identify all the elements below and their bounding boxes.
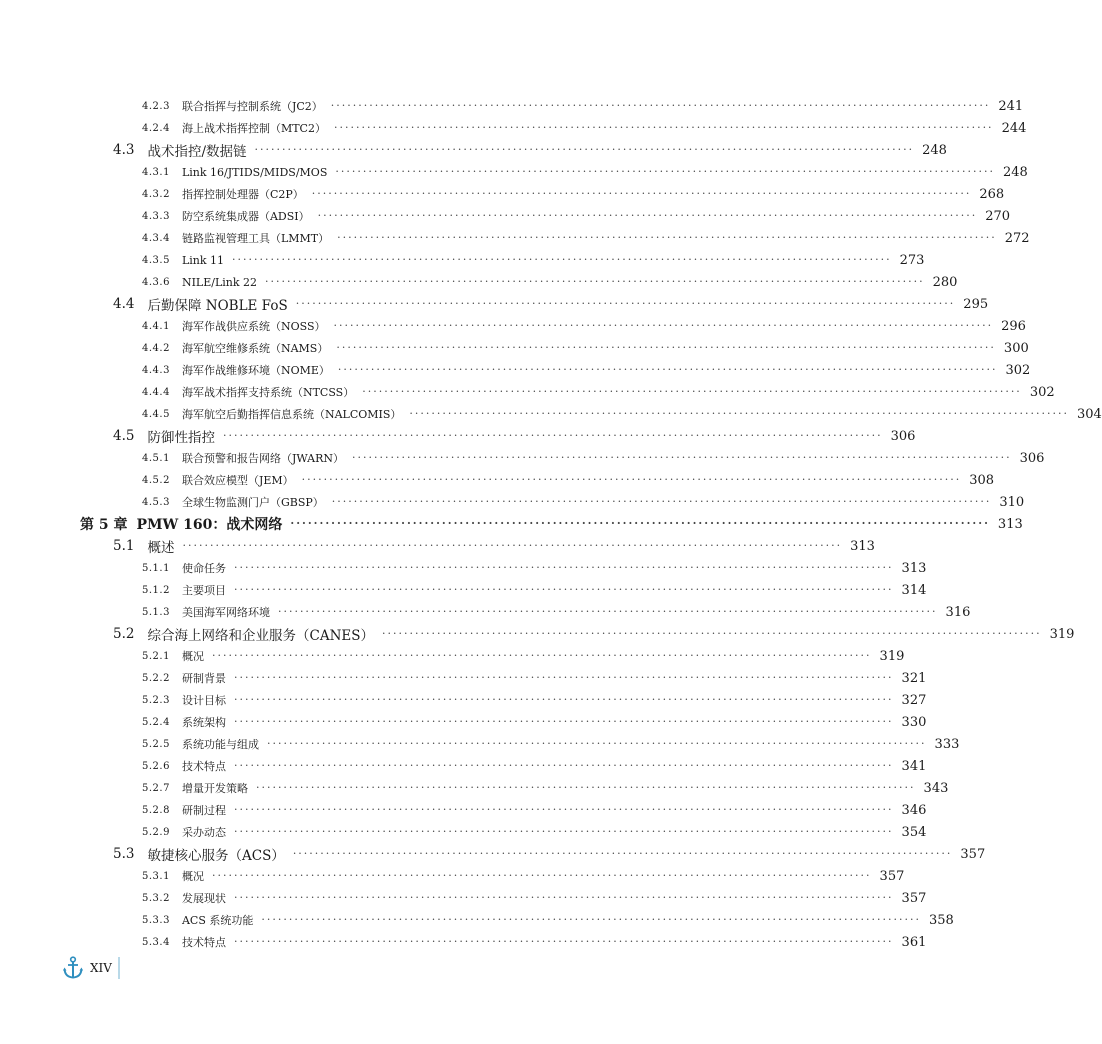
dot-leader: ························································································································ bbox=[211, 869, 872, 882]
entry-page-number: 308 bbox=[969, 472, 995, 488]
entry-number: 4.3.3 bbox=[142, 210, 170, 222]
dot-leader: ························································································································ bbox=[232, 253, 892, 266]
entry-page-number: 248 bbox=[1002, 164, 1028, 180]
toc-entry-chapter[interactable] bbox=[0, 513, 1023, 535]
entry-title: 海军航空后勤指挥信息系统（NALCOMIS） bbox=[181, 408, 402, 421]
entry-title: 联合预警和报告网络（JWARN） bbox=[181, 452, 344, 465]
toc-entry-sub[interactable] bbox=[0, 403, 1102, 425]
entry-title: NILE/Link 22 bbox=[181, 275, 258, 289]
dot-leader: ························································································································ bbox=[311, 187, 972, 200]
entry-page-number: 357 bbox=[901, 890, 927, 906]
entry-title: 设计目标 bbox=[181, 694, 226, 707]
dot-leader: ························································································································ bbox=[336, 341, 996, 354]
entry-title: 全球生物监测门户（GBSP） bbox=[181, 496, 324, 509]
entry-number: 4.4.4 bbox=[142, 386, 170, 398]
entry-number: 4.3.1 bbox=[142, 166, 170, 178]
toc-entry-sub[interactable] bbox=[0, 689, 927, 711]
toc-entry-section[interactable] bbox=[0, 623, 1075, 645]
entry-page-number: 313 bbox=[901, 560, 927, 576]
toc-entry-sub[interactable] bbox=[0, 359, 1031, 381]
entry-title: 采办动态 bbox=[181, 826, 226, 839]
entry-number: 5.1 bbox=[113, 538, 135, 554]
entry-number: 第 5 章 bbox=[80, 517, 128, 533]
entry-title: 敏捷核心服务（ACS） bbox=[147, 848, 285, 864]
entry-page-number: 321 bbox=[901, 670, 927, 686]
entry-title: 系统架构 bbox=[181, 716, 226, 729]
dot-leader: ························································································································ bbox=[337, 363, 998, 376]
entry-title: 综合海上网络和企业服务（CANES） bbox=[147, 628, 374, 644]
entry-page-number: 330 bbox=[901, 714, 927, 730]
toc-entry-sub[interactable] bbox=[0, 95, 1024, 117]
entry-page-number: 300 bbox=[1003, 340, 1029, 356]
dot-leader: ························································································································ bbox=[233, 561, 894, 574]
toc-entry-sub[interactable] bbox=[0, 271, 958, 293]
dot-leader: ························································································································ bbox=[265, 275, 925, 288]
entry-title: 概述 bbox=[147, 540, 175, 556]
dot-leader: ························································································································ bbox=[255, 781, 916, 794]
entry-number: 5.2.1 bbox=[142, 650, 170, 662]
entry-title: 使命任务 bbox=[181, 562, 226, 575]
dot-leader: ························································································································ bbox=[233, 825, 894, 838]
entry-number: 5.1.2 bbox=[142, 584, 170, 596]
entry-page-number: 313 bbox=[997, 516, 1023, 532]
dot-leader: ························································································································ bbox=[292, 847, 953, 860]
toc-entry-sub[interactable] bbox=[0, 887, 927, 909]
entry-page-number: 248 bbox=[922, 142, 947, 158]
entry-number: 5.3 bbox=[113, 846, 135, 862]
dot-leader: ························································································································ bbox=[301, 473, 962, 486]
entry-number: 5.2.2 bbox=[142, 672, 170, 684]
toc-entry-sub[interactable] bbox=[0, 337, 1029, 359]
dot-leader: ························································································································ bbox=[233, 583, 894, 596]
entry-page-number: 313 bbox=[850, 538, 875, 554]
entry-page-number: 333 bbox=[934, 736, 960, 752]
entry-number: 4.5 bbox=[113, 428, 135, 444]
dot-leader: ························································································································ bbox=[351, 451, 1012, 464]
entry-page-number: 241 bbox=[998, 98, 1024, 114]
entry-number: 5.3.4 bbox=[142, 936, 170, 948]
toc-entry-sub[interactable] bbox=[0, 755, 927, 777]
entry-title: Link 16/JTIDS/MIDS/MOS bbox=[181, 165, 328, 179]
entry-title: 防御性指控 bbox=[147, 430, 215, 446]
dot-leader: ························································································································ bbox=[211, 649, 872, 662]
dot-leader: ························································································································ bbox=[331, 495, 992, 508]
entry-number: 4.3 bbox=[113, 142, 135, 158]
entry-number: 4.3.6 bbox=[142, 276, 170, 288]
dot-leader: ························································································································ bbox=[295, 297, 956, 310]
dot-leader: ························································································································ bbox=[335, 165, 995, 178]
entry-title: 海军作战供应系统（NOSS） bbox=[181, 320, 326, 333]
entry-number: 4.2.4 bbox=[142, 122, 170, 134]
table-of-contents bbox=[0, 95, 1102, 953]
dot-leader: ························································································································ bbox=[261, 913, 921, 926]
toc-entry-sub[interactable] bbox=[0, 183, 1005, 205]
footer-divider bbox=[118, 957, 120, 979]
entry-title: 概况 bbox=[181, 650, 204, 663]
entry-page-number: 306 bbox=[1019, 450, 1045, 466]
entry-title: PMW 160：战术网络 bbox=[136, 517, 283, 533]
entry-page-number: 268 bbox=[979, 186, 1005, 202]
toc-entry-sub[interactable] bbox=[0, 667, 927, 689]
toc-entry-sub[interactable] bbox=[0, 601, 971, 623]
entry-page-number: 361 bbox=[901, 934, 927, 950]
dot-leader: ························································································································ bbox=[317, 209, 978, 222]
dot-leader: ························································································································ bbox=[337, 231, 997, 244]
entry-page-number: 343 bbox=[923, 780, 949, 796]
entry-page-number: 314 bbox=[901, 582, 927, 598]
entry-title: 海上战术指挥控制（MTC2） bbox=[181, 122, 326, 135]
toc-entry-sub[interactable] bbox=[0, 161, 1028, 183]
toc-entry-section[interactable] bbox=[0, 425, 916, 447]
entry-page-number: 319 bbox=[1049, 626, 1075, 642]
dot-leader: ························································································································ bbox=[233, 693, 894, 706]
entry-number: 4.5.2 bbox=[142, 474, 170, 486]
dot-leader: ························································································································ bbox=[233, 935, 894, 948]
entry-number: 5.3.2 bbox=[142, 892, 170, 904]
entry-number: 4.4.3 bbox=[142, 364, 170, 376]
page-footer bbox=[62, 955, 120, 981]
dot-leader: ························································································································ bbox=[290, 517, 990, 530]
dot-leader: ························································································································ bbox=[233, 803, 894, 816]
toc-entry-section[interactable] bbox=[0, 535, 875, 557]
dot-leader: ························································································································ bbox=[381, 627, 1042, 640]
entry-title: 海军战术指挥支持系统（NTCSS） bbox=[181, 386, 355, 399]
dot-leader: ························································································································ bbox=[362, 385, 1022, 398]
entry-title: 指挥控制处理器（C2P） bbox=[181, 188, 304, 201]
entry-page-number: 346 bbox=[901, 802, 927, 818]
entry-number: 4.5.1 bbox=[142, 452, 170, 464]
entry-title: 主要项目 bbox=[181, 584, 226, 597]
entry-number: 5.2.3 bbox=[142, 694, 170, 706]
dot-leader: ························································································································ bbox=[333, 121, 994, 134]
entry-number: 4.4.2 bbox=[142, 342, 170, 354]
entry-number: 5.1.3 bbox=[142, 606, 170, 618]
toc-entry-sub[interactable] bbox=[0, 799, 927, 821]
entry-page-number: 302 bbox=[1005, 362, 1031, 378]
entry-number: 5.1.1 bbox=[142, 562, 170, 574]
entry-title: 美国海军网络环境 bbox=[181, 606, 270, 619]
toc-entry-sub[interactable] bbox=[0, 711, 927, 733]
dot-leader: ························································································································ bbox=[277, 605, 938, 618]
entry-page-number: 357 bbox=[960, 846, 986, 862]
dot-leader: ························································································································ bbox=[330, 99, 991, 112]
entry-page-number: 270 bbox=[985, 208, 1011, 224]
toc-entry-sub[interactable] bbox=[0, 447, 1045, 469]
dot-leader: ························································································································ bbox=[266, 737, 927, 750]
toc-entry-sub[interactable] bbox=[0, 315, 1026, 337]
entry-page-number: 302 bbox=[1029, 384, 1055, 400]
toc-entry-sub[interactable] bbox=[0, 645, 905, 667]
entry-title: Link 11 bbox=[181, 253, 225, 267]
entry-number: 4.3.5 bbox=[142, 254, 170, 266]
entry-number: 4.3.2 bbox=[142, 188, 170, 200]
toc-entry-sub[interactable] bbox=[0, 865, 905, 887]
entry-page-number: 310 bbox=[999, 494, 1025, 510]
entry-page-number: 295 bbox=[963, 296, 989, 312]
entry-title: 海军航空维修系统（NAMS） bbox=[181, 342, 329, 355]
entry-title: 研制过程 bbox=[181, 804, 226, 817]
entry-number: 5.2.5 bbox=[142, 738, 170, 750]
toc-entry-sub[interactable] bbox=[0, 821, 927, 843]
entry-title: 研制背景 bbox=[181, 672, 226, 685]
entry-number: 5.2.7 bbox=[142, 782, 170, 794]
toc-entry-sub[interactable] bbox=[0, 227, 1030, 249]
toc-entry-sub[interactable] bbox=[0, 381, 1055, 403]
toc-entry-sub[interactable] bbox=[0, 205, 1011, 227]
entry-title: 后勤保障 NOBLE FoS bbox=[147, 298, 288, 314]
entry-number: 5.2.9 bbox=[142, 826, 170, 838]
entry-number: 5.2.6 bbox=[142, 760, 170, 772]
entry-title: 概况 bbox=[181, 870, 204, 883]
entry-page-number: 358 bbox=[928, 912, 954, 928]
entry-page-number: 304 bbox=[1077, 406, 1102, 422]
entry-number: 4.2.3 bbox=[142, 100, 170, 112]
dot-leader: ························································································································ bbox=[254, 143, 915, 156]
dot-leader: ························································································································ bbox=[233, 759, 894, 772]
toc-entry-sub[interactable] bbox=[0, 909, 954, 931]
dot-leader: ························································································································ bbox=[182, 539, 843, 552]
entry-title: 海军作战维修环境（NOME） bbox=[181, 364, 330, 377]
entry-title: 系统功能与组成 bbox=[181, 738, 259, 751]
entry-title: 技术特点 bbox=[181, 760, 226, 773]
toc-entry-sub[interactable] bbox=[0, 777, 949, 799]
dot-leader: ························································································································ bbox=[333, 319, 994, 332]
dot-leader: ························································································································ bbox=[222, 429, 883, 442]
entry-number: 4.5.3 bbox=[142, 496, 170, 508]
entry-number: 5.3.1 bbox=[142, 870, 170, 882]
dot-leader: ························································································································ bbox=[409, 407, 1069, 420]
entry-number: 4.3.4 bbox=[142, 232, 170, 244]
page-number: XIV bbox=[90, 961, 112, 975]
entry-number: 5.2.8 bbox=[142, 804, 170, 816]
toc-entry-section[interactable] bbox=[0, 843, 986, 865]
entry-title: ACS 系统功能 bbox=[181, 914, 254, 927]
toc-entry-sub[interactable] bbox=[0, 491, 1025, 513]
entry-page-number: 341 bbox=[901, 758, 927, 774]
entry-number: 5.2.4 bbox=[142, 716, 170, 728]
entry-number: 4.4 bbox=[113, 296, 135, 312]
entry-title: 链路监视管理工具（LMMT） bbox=[181, 232, 330, 245]
entry-page-number: 306 bbox=[890, 428, 916, 444]
entry-page-number: 316 bbox=[945, 604, 971, 620]
toc-entry-sub[interactable] bbox=[0, 557, 927, 579]
anchor-icon bbox=[62, 956, 84, 980]
entry-page-number: 244 bbox=[1001, 120, 1027, 136]
toc-entry-sub[interactable] bbox=[0, 579, 927, 601]
entry-title: 增量开发策略 bbox=[181, 782, 248, 795]
entry-title: 技术特点 bbox=[181, 936, 226, 949]
entry-title: 战术指控/数据链 bbox=[147, 144, 247, 160]
entry-page-number: 319 bbox=[879, 648, 905, 664]
entry-title: 联合指挥与控制系统（JC2） bbox=[181, 100, 323, 113]
entry-page-number: 357 bbox=[879, 868, 905, 884]
entry-page-number: 280 bbox=[932, 274, 958, 290]
toc-entry-sub[interactable] bbox=[0, 117, 1027, 139]
entry-page-number: 327 bbox=[901, 692, 927, 708]
entry-number: 5.2 bbox=[113, 626, 135, 642]
dot-leader: ························································································································ bbox=[233, 671, 894, 684]
dot-leader: ························································································································ bbox=[233, 891, 894, 904]
entry-title: 联合效应模型（JEM） bbox=[181, 474, 294, 487]
entry-title: 防空系统集成器（ADSI） bbox=[181, 210, 310, 223]
toc-entry-sub[interactable] bbox=[0, 931, 927, 953]
entry-page-number: 296 bbox=[1001, 318, 1026, 334]
toc-entry-section[interactable] bbox=[0, 139, 947, 161]
toc-entry-section[interactable] bbox=[0, 293, 989, 315]
entry-page-number: 354 bbox=[901, 824, 927, 840]
entry-page-number: 273 bbox=[899, 252, 925, 268]
entry-number: 5.3.3 bbox=[142, 914, 170, 926]
toc-entry-sub[interactable] bbox=[0, 469, 995, 491]
entry-page-number: 272 bbox=[1004, 230, 1030, 246]
entry-title: 发展现状 bbox=[181, 892, 226, 905]
entry-number: 4.4.1 bbox=[142, 320, 170, 332]
entry-number: 4.4.5 bbox=[142, 408, 170, 420]
toc-entry-sub[interactable] bbox=[0, 733, 960, 755]
dot-leader: ························································································································ bbox=[233, 715, 894, 728]
toc-entry-sub[interactable] bbox=[0, 249, 925, 271]
